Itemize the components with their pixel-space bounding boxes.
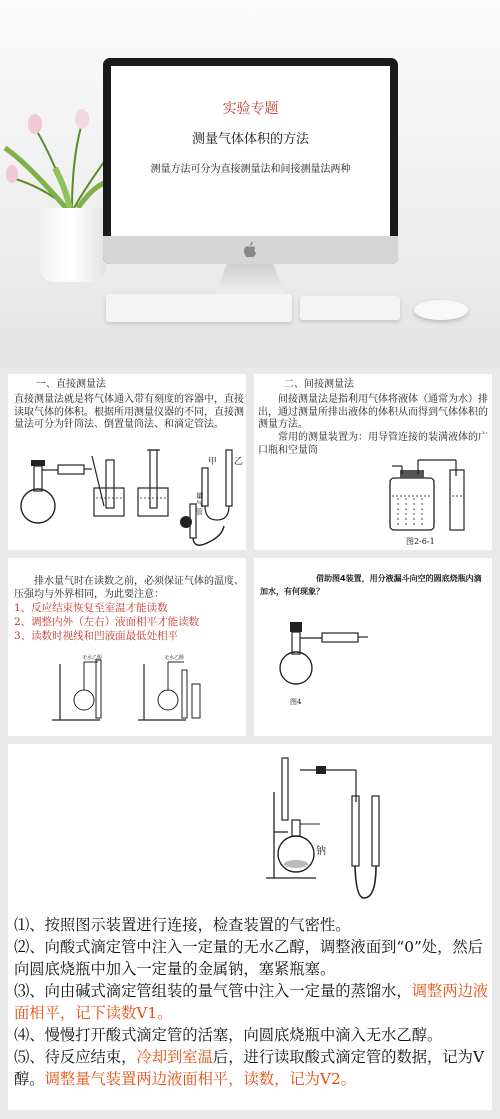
step-5 (14, 1047, 490, 1090)
apple-logo-icon (243, 242, 257, 258)
step-5-highlight-a: 冷却到室温 (136, 1048, 213, 1066)
panel-drain-precautions (8, 558, 246, 736)
indirect-body1: 间接测量法是指利用气体将液体（通常为水）排出，通过测量所排出液体的体积从而得到气体体积的测量方法。 (258, 394, 488, 430)
label-liangqiguan: 量气管 (196, 492, 203, 516)
screen-subtitle: 测量气体体积的方法 (191, 132, 309, 147)
mouse (414, 300, 468, 320)
monitor-stand (214, 264, 286, 296)
step-5-text-a: ⑸、待反应结束， (14, 1048, 137, 1066)
step-3 (14, 981, 490, 1024)
trackpad (300, 296, 400, 320)
keyboard (106, 294, 292, 322)
indirect-apparatus-diagram (384, 456, 474, 538)
monitor-screen (111, 66, 390, 236)
step-2: ⑵、向酸式滴定管中注入一定量的无水乙醇，调整液面到“0”处，然后向圆底烧瓶中加入一定量的金属钠，塞紧瓶塞。 (14, 938, 483, 978)
drain-item-1: 1、反应结束恢复至室温才能读数 (14, 602, 168, 614)
step-4: ⑷、慢慢打开酸式滴定管的活塞，向圆底烧瓶中滴入无水乙醇。 (14, 1026, 443, 1044)
drain-item-2: 2、调整内外（左右）液面相平才能读数 (14, 616, 200, 628)
direct-heading: 一、直接测量法 (36, 379, 106, 390)
indirect-body2: 常用的测量装置为：用导管连接的装满液体的广口瓶和空量筒 (258, 432, 488, 456)
fig4-caption: 图4 (290, 698, 302, 706)
hero-banner (0, 0, 500, 368)
vase (40, 208, 106, 282)
drain-apparatus-diagram (48, 654, 218, 724)
step-1: ⑴、按照图示装置进行连接，检查装置的气密性。 (14, 916, 351, 934)
indirect-heading: 二、间接测量法 (284, 379, 354, 390)
fig4-apparatus-diagram (272, 616, 392, 692)
drain-label-a: 无水乙醇 (82, 655, 103, 661)
panel-experiment (8, 744, 492, 1110)
label-yi: 乙 (234, 457, 244, 467)
step-3-highlight: 调整两边液面相平，记下读数V1。 (14, 982, 489, 1022)
monitor-chin (103, 236, 398, 264)
label-jia: 甲 (208, 457, 218, 467)
panel-indirect-method (254, 374, 492, 550)
drain-label-b: 无水乙醇 (164, 655, 185, 661)
drain-intro: 排水量气时在读数之前，必须保证气体的温度、压强均与外界相同，为此要注意： (14, 576, 244, 600)
step-5-text-c: 后，进行读取酸式滴定管的数据，记为V醇。 (14, 1048, 484, 1088)
monitor-frame (103, 58, 398, 264)
step-5-highlight-b: 调整量气装置两边液面相平，读数，记为V2。 (44, 1069, 357, 1088)
label-na: 钠 (316, 846, 326, 857)
screen-title: 实验专题 (222, 101, 279, 117)
panel-figure-4 (254, 558, 492, 736)
indirect-fig-caption: 图2-6-1 (406, 537, 435, 546)
direct-body: 直接测量法就是将气体通入带有刻度的容器中，直接读取气体的体积。根据所用测量仪器的不同，直接测量法可分为针筒法、倒置量筒法、和滴定管法。 (14, 394, 244, 430)
fig4-question: 借助图4装置，用分液漏斗向空的圆底烧瓶内滴加水，有何现象？ (260, 574, 482, 596)
screen-text: 测量方法可分为直接测量法和间接测量法两种 (150, 164, 351, 175)
step-3-text: ⑶、向由碱式滴定管组装的量气管中注入一定量的蒸馏水， (14, 982, 412, 1000)
experiment-apparatus-diagram (260, 752, 390, 902)
drain-item-3: 3、读数时视线和凹液面最低处相平 (14, 630, 179, 642)
panel-direct-method (8, 374, 246, 550)
